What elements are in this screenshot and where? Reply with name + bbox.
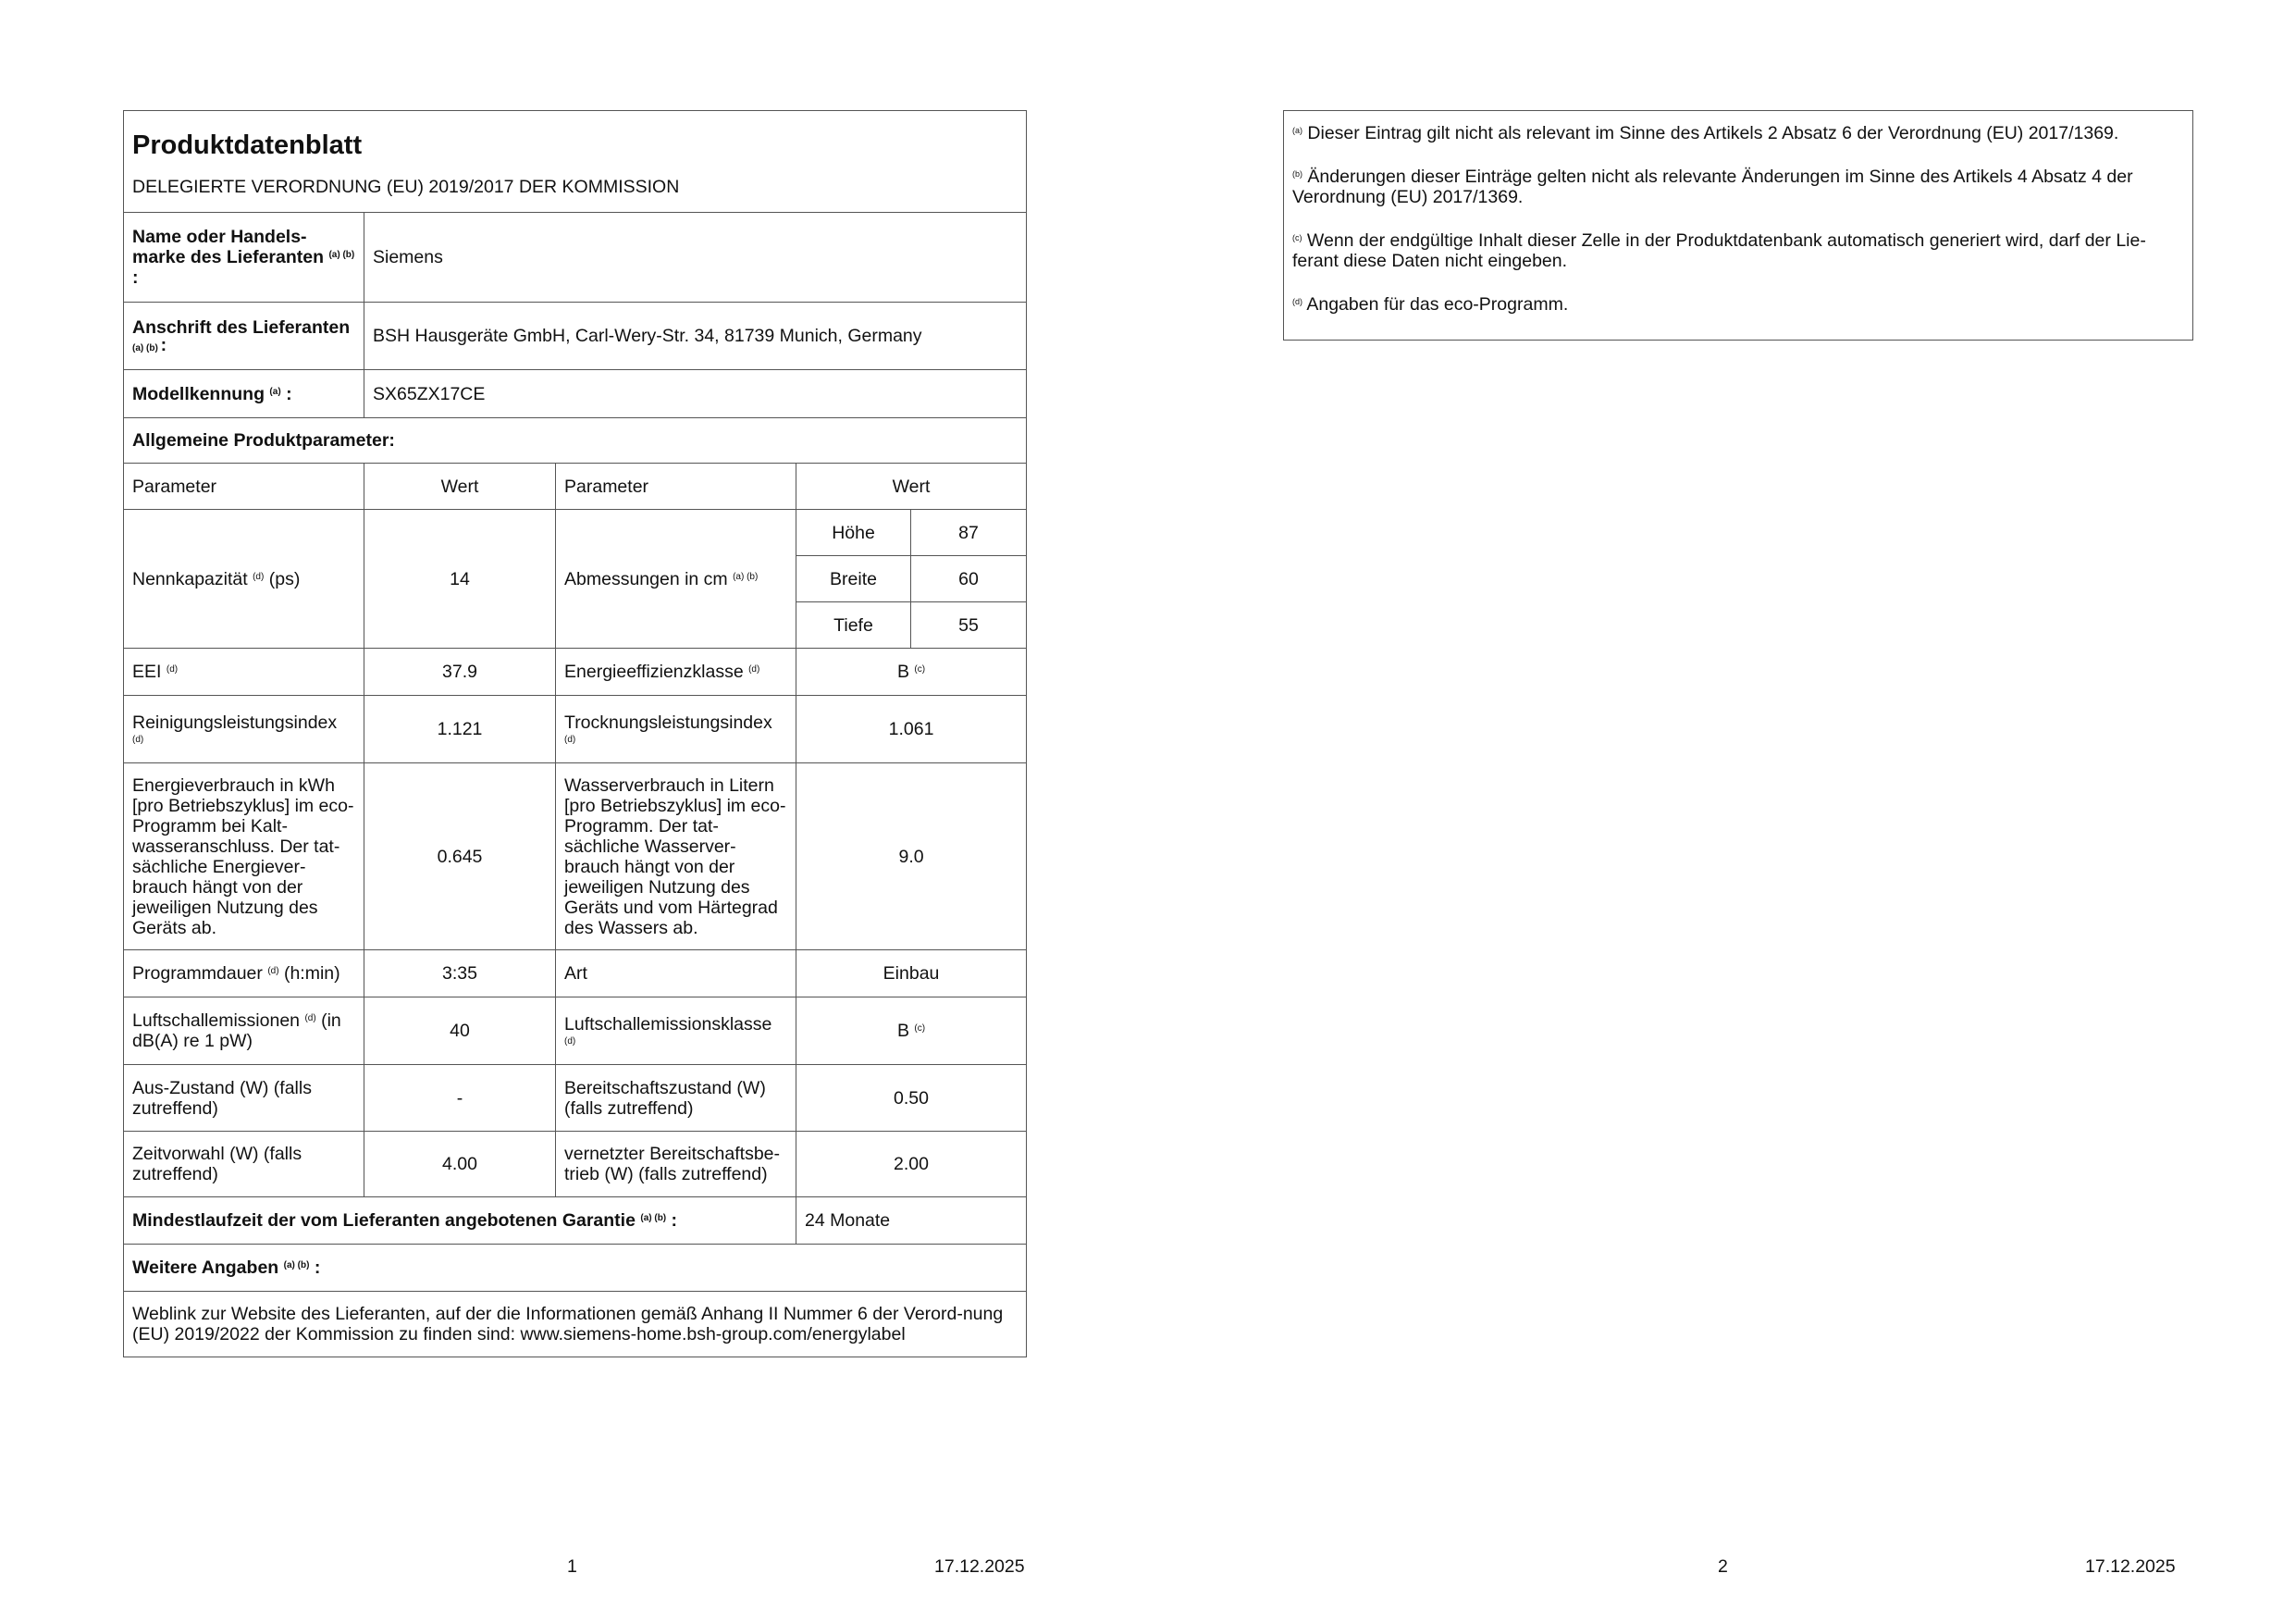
footnote-c-marker: (c) <box>1292 233 1302 242</box>
drying-label-cell <box>556 696 796 763</box>
noiseclass-value-sup: (c) <box>914 1023 926 1034</box>
footnote-d-marker: (d) <box>1292 297 1302 306</box>
col-param-2: Parameter <box>556 464 796 510</box>
energy-label: Energieverbrauch in kWh [pro Betriebszyklus] im eco-Programm bei Kalt-wasseranschluss. Der tat-sächliche Energiever-brauch hängt von der jeweiligen Nutzung des Geräts ab. <box>124 763 364 950</box>
energy-value: 0.645 <box>364 763 556 950</box>
noiseclass-value: B <box>896 1021 909 1041</box>
noiseclass-value-cell <box>796 997 1027 1065</box>
networked-value: 2.00 <box>796 1132 1027 1197</box>
col-value-2: Wert <box>796 464 1027 510</box>
duration-unit: (h:min) <box>283 963 340 984</box>
model-sup: (a) <box>269 386 281 397</box>
weblink-text: Weblink zur Website des Lieferanten, auf der die Informationen gemäß Anhang II Nummer 6 der Verord-nung (EU) 2019/2022 der Kommission zu finden sind: www.siemens-home.bsh-group.com/energylabel <box>124 1292 1027 1357</box>
noiseclass-label-cell <box>556 997 796 1065</box>
address-label-cell: Anschrift des Lieferanten (a) (b) : <box>124 303 364 370</box>
noise-sup: (d) <box>304 1013 316 1023</box>
depth-label: Tiefe <box>796 602 911 649</box>
delay-value: 4.00 <box>364 1132 556 1197</box>
footnote-c-text: Wenn der endgültige Inhalt dieser Zelle in der Produktdatenbank automatisch generiert wird, darf der Lie-ferant diese Daten nicht eingeben. <box>1292 230 2146 271</box>
eclass-value-cell <box>796 649 1027 696</box>
drying-value: 1.061 <box>796 696 1027 763</box>
general-heading: Allgemeine Produktparameter: <box>124 418 1027 464</box>
address-label: Anschrift des Lieferanten <box>132 317 351 338</box>
dimensions-label-cell <box>556 510 796 649</box>
depth-value: 55 <box>911 602 1027 649</box>
cleaning-value: 1.121 <box>364 696 556 763</box>
networked-label: vernetzter Bereitschaftsbe-trieb (W) (falls zutreffend) <box>556 1132 796 1197</box>
footnote-a-marker: (a) <box>1292 126 1302 135</box>
warranty-sup: (a) (b) <box>640 1213 667 1223</box>
page-number-1: 1 <box>567 1556 577 1577</box>
duration-sup: (d) <box>267 966 279 976</box>
page-title: Produktdatenblatt <box>132 130 363 160</box>
footnote-b <box>1292 167 2184 207</box>
noiseclass-label: Luftschallemissionsklasse <box>564 1014 772 1035</box>
cleaning-sup: (d) <box>132 735 144 745</box>
eei-label: EEI <box>132 662 162 682</box>
further-info-cell: Weitere Angaben $^{(a) (b)}$ : <box>124 1245 1027 1292</box>
warranty-value: 24 Monate <box>796 1197 1027 1245</box>
footnotes-box <box>1283 110 2193 341</box>
noise-label-cell <box>124 997 364 1065</box>
eclass-value-sup: (c) <box>914 664 926 675</box>
delay-label: Zeitvorwahl (W) (falls zutreffend) <box>124 1132 364 1197</box>
eei-sup: (d) <box>166 664 179 675</box>
page-number-2: 2 <box>1718 1556 1728 1577</box>
warranty-label-cell: Mindestlaufzeit der vom Lieferanten angebotenen Garantie $^{(a) (b)}$ : <box>124 1197 796 1245</box>
product-data-sheet-table <box>123 110 1027 1357</box>
eclass-value: B <box>896 662 909 682</box>
footnote-d <box>1292 294 2184 315</box>
supplier-sup: (a) (b) <box>328 250 355 260</box>
address-value: BSH Hausgeräte GmbH, Carl-Wery-Str. 34, 81739 Munich, Germany <box>364 303 1027 370</box>
noise-label: Luftschallemissionen <box>132 1010 301 1031</box>
col-param-1: Parameter <box>124 464 364 510</box>
height-value: 87 <box>911 510 1027 556</box>
address-sup: (a) (b) <box>132 343 158 353</box>
header-cell <box>124 111 1027 213</box>
col-value-1: Wert <box>364 464 556 510</box>
duration-label: Programmdauer <box>132 963 263 984</box>
capacity-value: 14 <box>364 510 556 649</box>
eei-label-cell <box>124 649 364 696</box>
regulation-subtitle: DELEGIERTE VERORDNUNG (EU) 2019/2017 DER KOMMISSION <box>132 176 680 197</box>
dimensions-sup: (a) (b) <box>733 571 759 582</box>
footnote-a-text: Dieser Eintrag gilt nicht als relevant im Sinne des Artikels 2 Absatz 6 der Verordnung (EU) 2017/1369. <box>1307 123 2119 143</box>
warranty-label: Mindestlaufzeit der vom Lieferanten angebotenen Garantie <box>132 1210 636 1231</box>
capacity-unit: (ps) <box>268 568 301 589</box>
model-label: Modellkennung <box>132 383 265 404</box>
off-label: Aus-Zustand (W) (falls zutreffend) <box>124 1065 364 1132</box>
type-value: Einbau <box>796 950 1027 997</box>
standby-label: Bereitschaftszustand (W) (falls zutreffend) <box>556 1065 796 1132</box>
model-label-cell: Modellkennung $^{(a)}$ : <box>124 370 364 418</box>
eclass-sup: (d) <box>748 664 760 675</box>
dimensions-label: Abmessungen in cm <box>564 568 728 589</box>
noiseclass-sup: (d) <box>564 1036 576 1047</box>
duration-label-cell <box>124 950 364 997</box>
off-value: - <box>364 1065 556 1132</box>
noise-value: 40 <box>364 997 556 1065</box>
eclass-label-cell <box>556 649 796 696</box>
drying-sup: (d) <box>564 735 576 745</box>
height-label: Höhe <box>796 510 911 556</box>
model-value: SX65ZX17CE <box>364 370 1027 418</box>
footnote-c <box>1292 230 2184 271</box>
date-page-2: 17.12.2025 <box>2085 1556 2176 1577</box>
noise-label-unit: (in dB(A) re 1 pW) <box>132 1010 341 1051</box>
cleaning-label: Reinigungsleistungsindex <box>132 712 338 733</box>
width-label: Breite <box>796 556 911 602</box>
water-value: 9.0 <box>796 763 1027 950</box>
water-label: Wasserverbrauch in Litern [pro Betriebszyklus] im eco-Programm. Der tat-sächliche Wasserver-brauch hängt von der jeweiligen Nutzung des Geräts und vom Härtegrad des Wassers ab. <box>556 763 796 950</box>
footnote-d-text: Angaben für das eco-Programm. <box>1306 294 1569 315</box>
capacity-label: Nennkapazität <box>132 568 248 589</box>
eclass-label: Energieeffizienzklasse <box>564 662 744 682</box>
width-value: 60 <box>911 556 1027 602</box>
type-label: Art <box>556 950 796 997</box>
date-page-1: 17.12.2025 <box>934 1556 1025 1577</box>
cleaning-label-cell <box>124 696 364 763</box>
standby-value: 0.50 <box>796 1065 1027 1132</box>
further-sup: (a) (b) <box>283 1260 310 1270</box>
footnote-b-marker: (b) <box>1292 169 1302 179</box>
footnote-b-text: Änderungen dieser Einträge gelten nicht als relevante Änderungen im Sinne des Artikels 4 Absatz 4 der Verordnung (EU) 2017/1369. <box>1292 167 2133 207</box>
footnote-a <box>1292 123 2184 143</box>
further-label: Weitere Angaben <box>132 1258 279 1278</box>
duration-value: 3:35 <box>364 950 556 997</box>
supplier-value: Siemens <box>364 213 1027 303</box>
supplier-label-cell: Name oder Handels-marke des Lieferanten $^{(a) (b)}$ : <box>124 213 364 303</box>
capacity-label-cell <box>124 510 364 649</box>
supplier-label: Name oder Handels-marke des Lieferanten <box>132 227 325 267</box>
drying-label: Trocknungsleistungsindex <box>564 712 772 733</box>
eei-value: 37.9 <box>364 649 556 696</box>
capacity-sup: (d) <box>253 571 265 582</box>
